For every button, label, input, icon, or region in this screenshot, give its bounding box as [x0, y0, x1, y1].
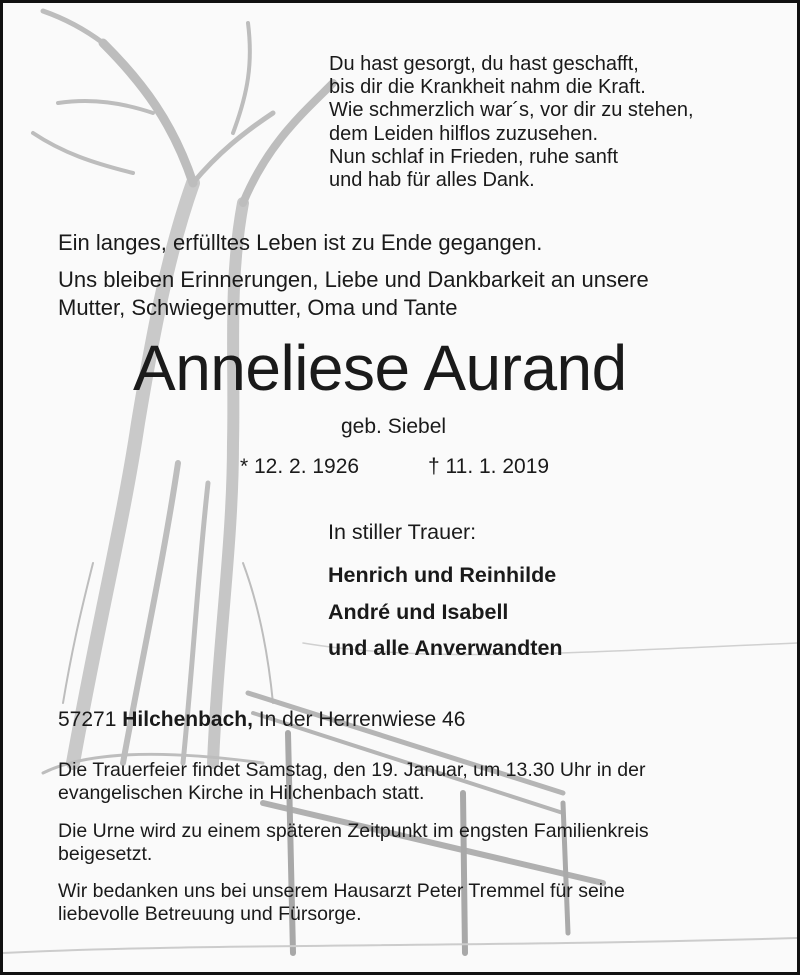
note-line: Die Urne wird zu einem späteren Zeitpunkt im engsten Familienkreis — [58, 820, 649, 842]
mourners-heading: In stiller Trauer: — [328, 520, 477, 544]
urn-note — [58, 820, 649, 865]
mourner-name: Henrich und Reinhilde — [328, 563, 557, 587]
city: Hilchenbach, — [122, 708, 253, 731]
note-line: Die Trauerfeier findet Samstag, den 19. Januar, um 13.30 Uhr in der — [58, 759, 646, 781]
street: In der Herrenwiese 46 — [258, 708, 466, 731]
poem-line: Nun schlaf in Frieden, ruhe sanft — [329, 145, 619, 168]
intro-line-3: Mutter, Schwiegermutter, Oma und Tante — [58, 295, 458, 320]
postcode: 57271 — [58, 708, 117, 731]
death-date: † 11. 1. 2019 — [428, 455, 550, 478]
intro-line-2: Uns bleiben Erinnerungen, Liebe und Dankbarkeit an unsere — [58, 267, 649, 292]
funeral-note — [58, 759, 646, 804]
mourner-name: und alle Anverwandten — [328, 636, 563, 660]
note-line: Wir bedanken uns bei unserem Hausarzt Peter Tremmel für seine — [58, 880, 625, 902]
poem-line: und hab für alles Dank. — [329, 169, 535, 192]
birth-date: * 12. 2. 1926 — [240, 455, 360, 478]
poem-line: dem Leiden hilflos zuzusehen. — [329, 122, 599, 145]
note-line: beigesetzt. — [58, 842, 153, 865]
poem — [329, 53, 694, 192]
poem-line: Wie schmerzlich war´s, vor dir zu stehen, — [329, 99, 694, 122]
birth-name: geb. Siebel — [341, 415, 447, 438]
poem-line: Du hast gesorgt, du hast geschafft, — [329, 53, 639, 75]
poem-line: bis dir die Krankheit nahm die Kraft. — [329, 76, 646, 99]
deceased-name: Anneliese Aurand — [133, 332, 627, 404]
note-line: evangelischen Kirche in Hilchenbach statt. — [58, 781, 425, 804]
note-line: liebevolle Betreuung und Fürsorge. — [58, 902, 362, 925]
address — [58, 708, 465, 732]
mourner-name: André und Isabell — [328, 600, 509, 624]
thanks-note — [58, 880, 625, 925]
intro-line-1: Ein langes, erfülltes Leben ist zu Ende gegangen. — [58, 230, 543, 255]
